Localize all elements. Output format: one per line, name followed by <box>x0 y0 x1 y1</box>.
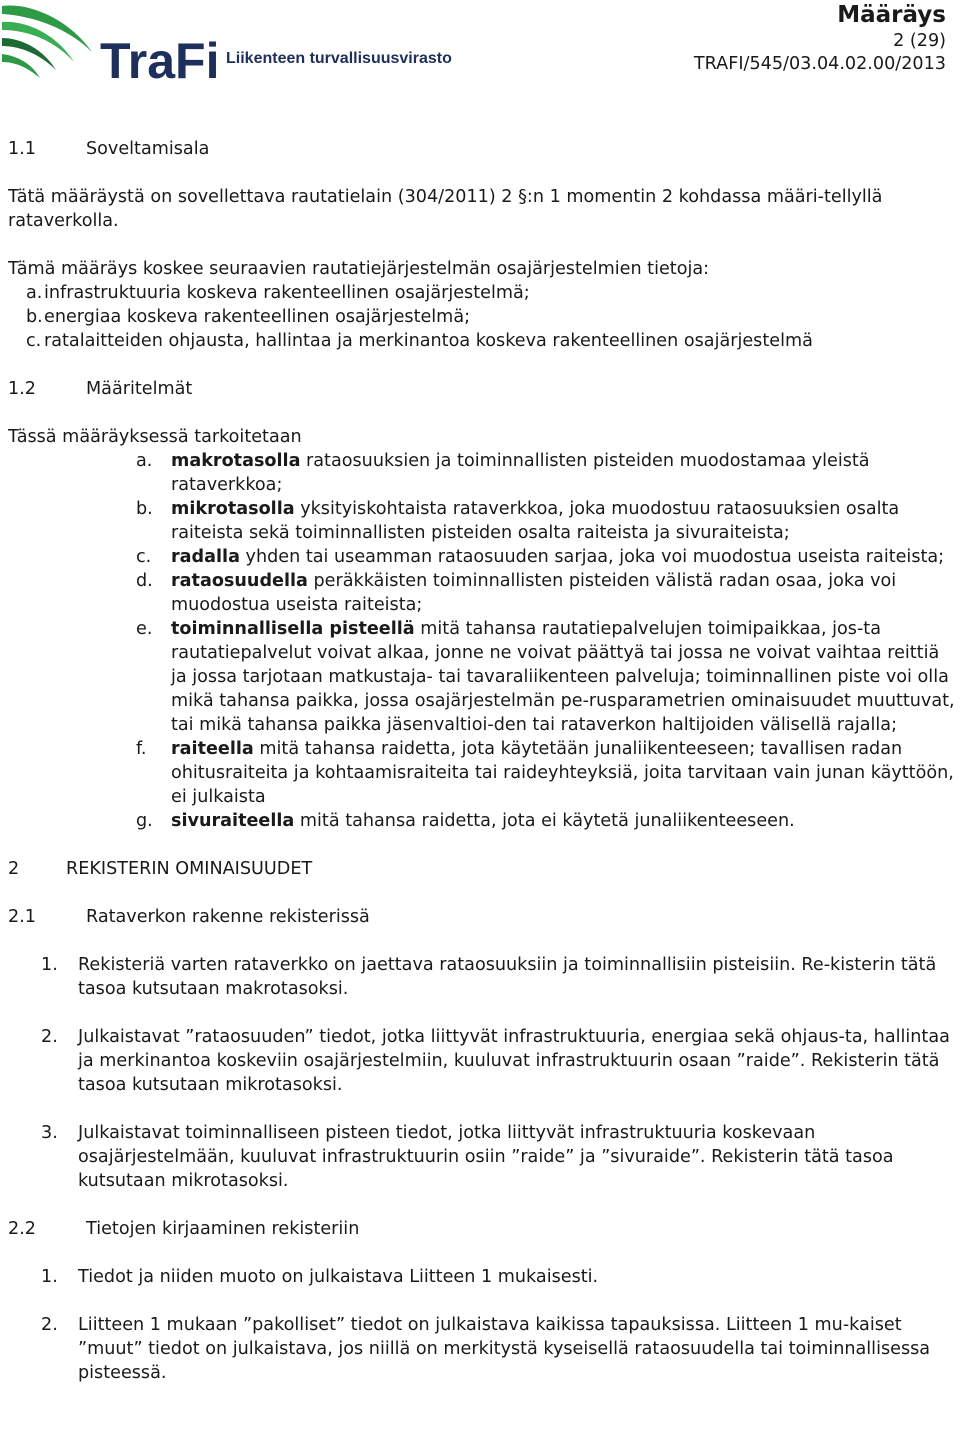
section-heading-2-1 <box>8 905 960 929</box>
definitions-list <box>8 449 960 833</box>
definition-term: radalla <box>171 547 240 567</box>
list-item: 1. Rekisteriä varten rataverkko on jaettava rataosuuksiin ja toiminnallisiin pisteisiin. Re-kisterin tätä tasoa kutsutaan makrotasoksi. <box>41 955 937 999</box>
section-title: Tietojen kirjaaminen rekisteriin <box>86 1219 360 1239</box>
list-item: c. ratalaitteiden ohjausta, hallintaa ja merkinantoa koskeva rakenteellinen osajärjestelmä <box>26 331 813 351</box>
section-number: 2.2 <box>8 1219 36 1239</box>
definition-item: b. mikrotasolla yksityiskohtaista rataverkkoa, joka muodostuu rataosuuksien osalta raiteista sekä toiminnallisten pisteiden osalta raiteista ja sivuraiteista; <box>136 499 900 543</box>
paragraph: Tässä määräyksessä tarkoitetaan <box>8 427 302 447</box>
list-item: 1. Tiedot ja niiden muoto on julkaistava Liitteen 1 mukaisesti. <box>41 1267 599 1287</box>
numbered-list <box>8 1265 960 1385</box>
list-item: 3. Julkaistavat toiminnalliseen pisteen tiedot, jotka liittyvät infrastruktuuria koskevaan osajärjestelmään, kuuluvat infrastruktuurin osiin ”raide” ja ”sivuraide”. Rekisterin tätä tasoa kutsutaan mikrotasoksi. <box>41 1123 894 1191</box>
numbered-list <box>8 953 960 1193</box>
trafi-logo <box>0 0 460 92</box>
definition-item: c. radalla yhden tai useamman rataosuuden sarjaa, joka voi muodostua useista raiteista; <box>136 547 945 567</box>
logo-wordmark: TraFi <box>100 33 220 89</box>
definition-term: raiteella <box>171 739 254 759</box>
list-item: 2. Julkaistavat ”rataosuuden” tiedot, jotka liittyvät infrastruktuuria, energiaa sekä ohjaus-ta, hallintaa ja merkinantoa koskeviin osajärjestelmiin, kuuluvat infrastruktuurin osaan ”raide”. Rekisterin tätä tasoa kutsutaan mikrotasoksi. <box>41 1027 950 1095</box>
definition-term: rataosuudella <box>171 571 308 591</box>
list-item: b. energiaa koskeva rakenteellinen osajärjestelmä; <box>26 307 471 327</box>
definition-item: a. makrotasolla rataosuuksien ja toiminnallisten pisteiden muodostamaa yleistä rataverkkoa; <box>136 451 870 495</box>
definition-item: d. rataosuudella peräkkäisten toiminnallisten pisteiden välistä radan osaa, joka voi muodostua useista raiteista; <box>136 571 897 615</box>
section-heading-1-2 <box>8 377 960 401</box>
paragraph: Tämä määräys koskee seuraavien rautatiejärjestelmän osajärjestelmien tietoja: <box>8 259 710 279</box>
subsystem-list <box>8 281 960 353</box>
section-number: 1.1 <box>8 139 36 159</box>
definition-term: toiminnallisella pisteellä <box>171 619 415 639</box>
definition-item: f. raiteella mitä tahansa raidetta, jota käytetään junaliikenteeseen; tavallisen radan ohitusraiteita ja kohtaamisraiteita tai raideyhteyksiä, joita tarvitaan vain junan käyttöön, ei julkaista <box>136 739 954 807</box>
chapter-number: 2 <box>8 859 20 879</box>
chapter-title: REKISTERIN OMINAISUUDET <box>66 859 313 879</box>
section-heading-2-2 <box>8 1217 960 1241</box>
section-heading-1-1 <box>8 137 960 161</box>
section-title: Rataverkon rakenne rekisterissä <box>86 907 370 927</box>
page-number: 2 (29) <box>893 31 946 51</box>
definition-item: g. sivuraiteella mitä tahansa raidetta, jota ei käytetä junaliikenteeseen. <box>136 811 795 831</box>
list-item: 2. Liitteen 1 mukaan ”pakolliset” tiedot on julkaistava kaikissa tapauksissa. Liitteen 1 mu-kaiset ”muut” tiedot on julkaistava, jos niillä on merkitystä kyseisellä rataosuudella tai toiminnallisessa pisteessä. <box>41 1315 931 1383</box>
section-title: Soveltamisala <box>86 139 210 159</box>
definition-term: sivuraiteella <box>171 811 295 831</box>
definition-term: makrotasolla <box>171 451 301 471</box>
agency-name: Liikenteen turvallisuusvirasto <box>226 50 452 67</box>
document-body <box>8 137 960 1385</box>
section-title: Määritelmät <box>86 379 193 399</box>
list-item: a. infrastruktuuria koskeva rakenteellinen osajärjestelmä; <box>26 283 530 303</box>
chapter-heading-2 <box>8 857 960 881</box>
paragraph: Tätä määräystä on sovellettava rautatielain (304/2011) 2 §:n 1 momentin 2 kohdassa määri-tellyllä rataverkolla. <box>8 187 883 231</box>
document-id: TRAFI/545/03.04.02.00/2013 <box>693 54 946 74</box>
definition-item: e. toiminnallisella pisteellä mitä tahansa rautatiepalvelujen toimipaikkaa, jos-ta rautatiepalvelut voivat alkaa, jonne ne voivat päättyä tai jossa ne voivat vaihtaa reittiä ja jossa tarjotaan matkustaja- tai tavaraliikenteen palveluja; toiminnallinen piste voi olla mikä tahansa paikka, jossa osajärjestelmän pe-rusparametrien ominaisuudet muuttuvat, tai mikä tahansa paikka jäsenvaltioi-den tai rataverkon haltijoiden välisellä rajalla; <box>136 619 955 735</box>
section-number: 1.2 <box>8 379 36 399</box>
definition-term: mikrotasolla <box>171 499 295 519</box>
section-number: 2.1 <box>8 907 36 927</box>
document-type: Määräys <box>837 2 946 28</box>
